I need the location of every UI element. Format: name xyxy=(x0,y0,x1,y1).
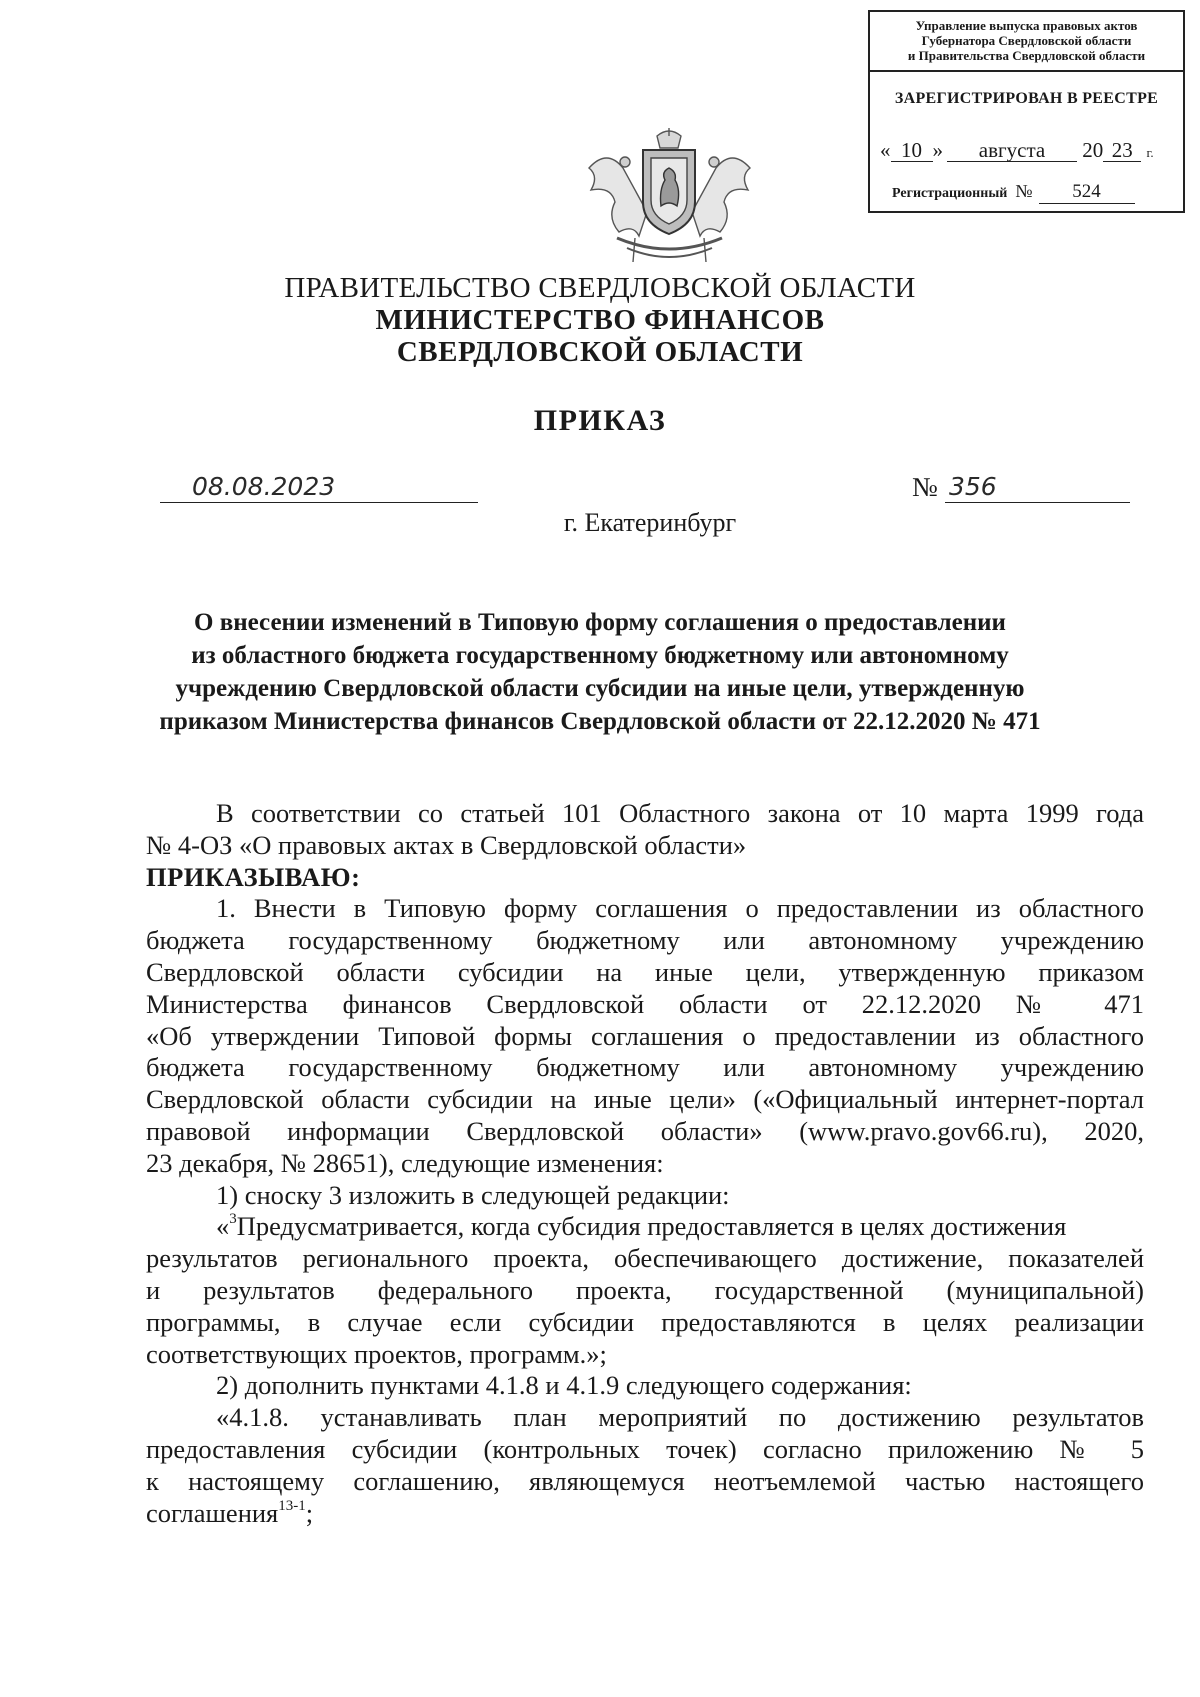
body-line: Свердловской области субсидии на иные цели» («Официальный интернет-портал xyxy=(146,1084,1144,1115)
title-line: приказом Министерства финансов Свердловской области от 22.12.2020 № 471 xyxy=(159,708,1041,735)
order-number-sign: № xyxy=(912,472,938,502)
stamp-close-quote: » xyxy=(932,138,943,162)
stamp-num-sign: № xyxy=(1015,181,1033,201)
body-line: Министерства финансов Свердловской области от 22.12.2020 № 471 xyxy=(146,988,1144,1019)
body-line: к настоящему соглашению, являющемуся неотъемлемой частью настоящего xyxy=(146,1465,1144,1496)
body-line: «4.1.8. устанавливать план мероприятий по достижению результатов xyxy=(216,1402,1144,1433)
stamp-header-line: и Правительства Свердловской области xyxy=(907,48,1146,63)
body-line: соответствующих проектов, программ.»; xyxy=(146,1338,607,1369)
stamp-day: 10 xyxy=(891,139,933,162)
body-line: бюджета государственному бюджетному или автономному учреждению xyxy=(146,925,1144,956)
stamp-header xyxy=(870,12,1183,72)
order-number-field xyxy=(945,472,1130,503)
body-text: соглашения xyxy=(146,1497,279,1528)
body-line: 23 декабря, № 28651), следующие изменения: xyxy=(146,1147,664,1178)
region-name: СВЕРДЛОВСКОЙ ОБЛАСТИ xyxy=(396,336,804,368)
document-body xyxy=(146,798,1144,1529)
government-name: ПРАВИТЕЛЬСТВО СВЕРДЛОВСКОЙ ОБЛАСТИ xyxy=(284,272,916,304)
body-text: ; xyxy=(305,1497,314,1528)
order-directive: ПРИКАЗЫВАЮ: xyxy=(146,861,361,892)
title-line: учреждению Свердловской области субсидии на иные цели, утвержденную xyxy=(175,675,1025,702)
stamp-registered-label: ЗАРЕГИСТРИРОВАН В РЕЕСТРЕ xyxy=(894,90,1159,107)
document-type: ПРИКАЗ xyxy=(533,404,667,437)
stamp-header-line: Губернатора Свердловской области xyxy=(921,33,1132,48)
stamp-date xyxy=(870,138,1183,163)
body-line: программы, в случае если субсидии предоставляются в целях реализации xyxy=(146,1306,1144,1337)
body-line: и результатов федерального проекта, государственной (муниципальной) xyxy=(146,1274,1144,1305)
footnote-marker: 3 xyxy=(229,1211,237,1228)
stamp-open-quote: « xyxy=(880,138,891,162)
stamp-number-row xyxy=(870,181,1183,204)
quote-mark: « xyxy=(216,1211,230,1242)
stamp-header-line: Управление выпуска правовых актов xyxy=(915,18,1138,33)
stamp-year-mark: г. xyxy=(1146,145,1154,160)
body-line: 1. Внести в Типовую форму соглашения о предоставлении из областного xyxy=(216,893,1144,924)
body-line: В соответствии со статьей 101 Областного закона от 10 марта 1999 года xyxy=(216,798,1144,828)
body-line: 1) сноску 3 изложить в следующей редакции: xyxy=(216,1179,730,1210)
body-line-last xyxy=(146,1498,1144,1530)
order-number: 356 xyxy=(949,472,997,501)
order-date: 08.08.2023 xyxy=(192,472,336,501)
stamp-year-suffix: 23 xyxy=(1103,139,1141,162)
footnote-marker: 13-1 xyxy=(278,1497,306,1514)
order-date-field xyxy=(160,472,478,503)
title-line: из областного бюджета государственному бюджетному или автономному xyxy=(191,642,1009,669)
title-line: О внесении изменений в Типовую форму соглашения о предоставлении xyxy=(194,609,1006,636)
body-line: «Об утверждении Типовой формы соглашения о предоставлении из областного xyxy=(146,1020,1144,1051)
city: г. Екатеринбург xyxy=(563,508,737,537)
stamp-year-prefix: 20 xyxy=(1082,138,1104,162)
coat-of-arms-icon xyxy=(577,128,762,268)
body-line: правовой информации Свердловской области» (www.pravo.gov66.ru), 2020, xyxy=(146,1115,1144,1146)
body-line: 2) дополнить пунктами 4.1.8 и 4.1.9 следующего содержания: xyxy=(216,1370,912,1401)
stamp-month: августа xyxy=(947,139,1077,162)
body-line: результатов регионального проекта, обеспечивающего достижение, показателей xyxy=(146,1243,1144,1274)
ministry-name: МИНИСТЕРСТВО ФИНАНСОВ xyxy=(375,304,825,336)
body-line: бюджета государственному бюджетному или автономному учреждению xyxy=(146,1052,1144,1083)
document-title xyxy=(130,606,1070,738)
body-line: предоставления субсидии (контрольных точек) согласно приложению № 5 xyxy=(146,1433,1144,1464)
body-line: № 4-ОЗ «О правовых актах в Свердловской области» xyxy=(146,829,747,860)
footnote-quote-start xyxy=(146,1211,1144,1243)
body-line: Свердловской области субсидии на иные цели, утвержденную приказом xyxy=(146,956,1144,987)
registration-stamp xyxy=(868,10,1185,213)
stamp-reg-number: 524 xyxy=(1039,181,1135,204)
stamp-reg-label: Регистрационный xyxy=(892,186,1008,201)
body-text: Предусматривается, когда субсидия предоставляется в целях достижения xyxy=(236,1211,1067,1242)
